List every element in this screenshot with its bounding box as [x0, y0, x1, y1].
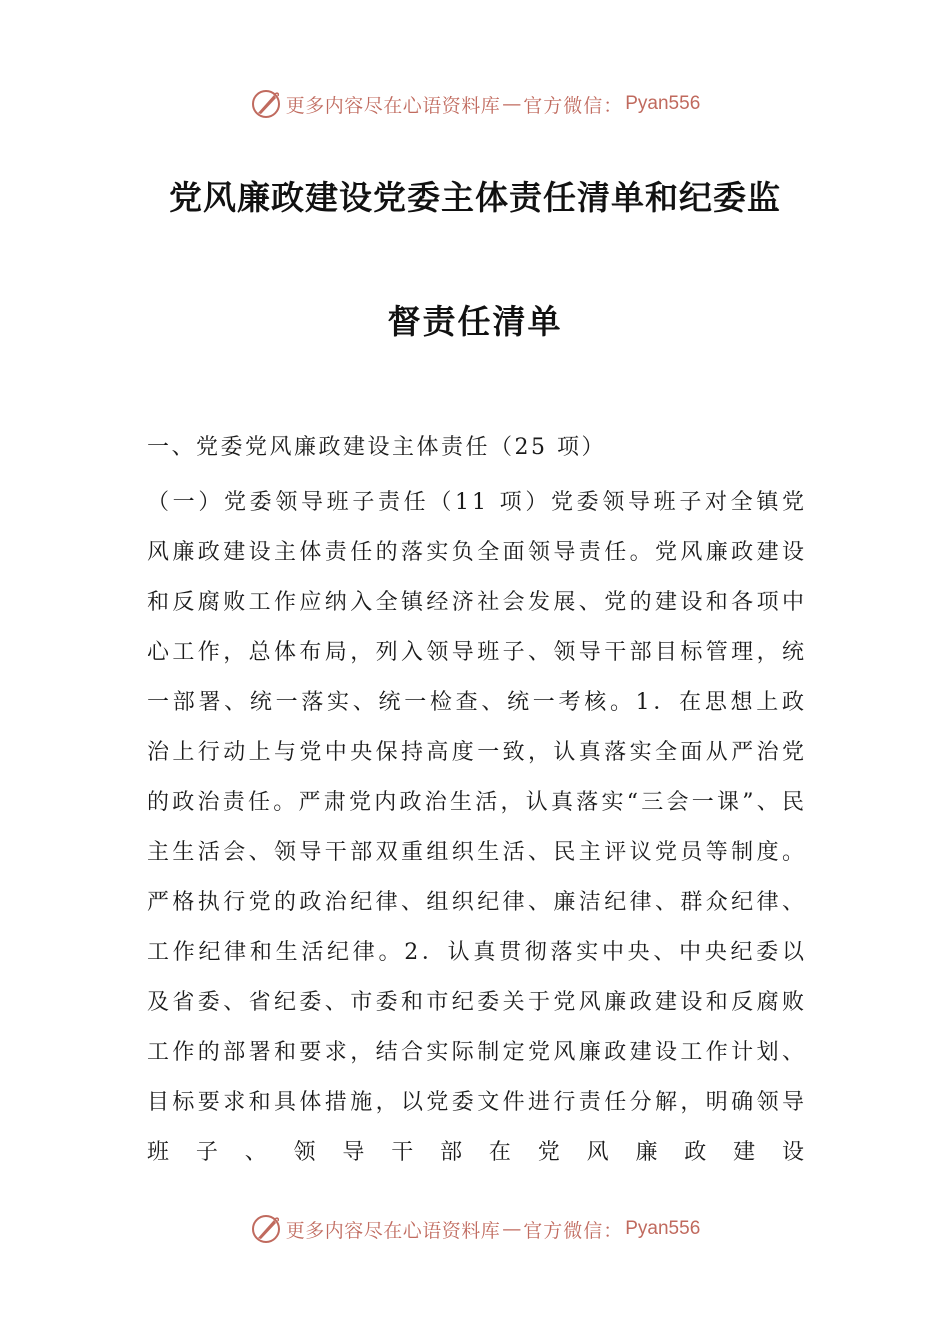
watermark-wechat-label: 官方微信： — [523, 94, 624, 117]
watermark-header — [0, 82, 950, 126]
watermark-text: 更多内容尽在心语资料库 — [285, 94, 501, 117]
document-title-line-2: 督责任清单 — [387, 302, 563, 341]
watermark-wechat-id: Pyan556 — [625, 1218, 701, 1239]
watermark-separator: — — [502, 1218, 522, 1240]
document-title-line-1: 党风廉政建设党委主体责任清单和纪委监 — [169, 178, 781, 217]
section-heading: 一、党委党风廉政建设主体责任（25 项） — [147, 435, 606, 460]
watermark-text: 更多内容尽在心语资料库 — [285, 1219, 501, 1242]
quill-logo-icon — [250, 1213, 282, 1245]
quill-logo-icon — [250, 88, 282, 120]
watermark-wechat-id: Pyan556 — [625, 93, 701, 114]
watermark-footer — [0, 1207, 950, 1251]
body-paragraph: （一）党委领导班子责任（11 项）党委领导班子对全镇党风廉政建设主体责任的落实负全面领导责任。党风廉政建设和反腐败工作应纳入全镇经济社会发展、党的建设和各项中心工作，总体布局，列入领导班子、领导干部目标管理，统一部署、统一落实、统一检查、统一考核。1．在思想上政治上行动上与党中央保持高度一致，认真落实全面从严治党的政治责任。严肃党内政治生活，认真落实“三会一课”、民主生活会、领导干部双重组织生活、民主评议党员等制度。严格执行党的政治纪律、组织纪律、廉洁纪律、群众纪律、工作纪律和生活纪律。2．认真贯彻落实中央、中央纪委以及省委、省纪委、市委和市纪委关于党风廉政建设和反腐败工作的部署和要求，结合实际制定党风廉政建设工作计划、目标要求和具体措施，以党委文件进行责任分解，明确领导班子、领导干部在党风廉政建设 — [147, 490, 807, 1165]
watermark-separator: — — [502, 93, 522, 115]
watermark-wechat-label: 官方微信： — [523, 1219, 624, 1242]
